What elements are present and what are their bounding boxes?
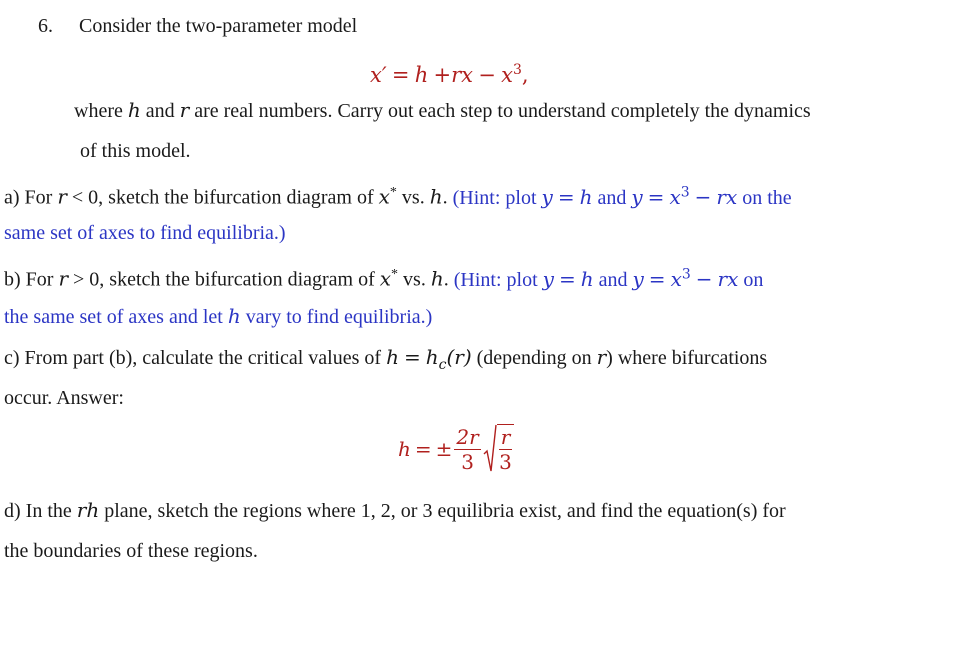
sqrt-numerator: r (500, 425, 511, 449)
part-d-lead: d) In the (4, 500, 72, 522)
sqrt-body (497, 424, 515, 474)
part-b-and: and (598, 268, 628, 291)
answer-equation (398, 424, 514, 474)
part-b-rx: rx (717, 266, 739, 291)
part-c-lead: c) From part (b), calculate the critical values of (4, 347, 382, 369)
part-d-line-1 (4, 498, 786, 523)
part-a-x: x (669, 184, 681, 209)
part-b-condition: > 0, sketch the bifurcation diagram of (73, 268, 375, 291)
part-b-exp: 3 (681, 266, 691, 282)
eq-plus: + (433, 63, 452, 87)
part-c-depending: (depending on (476, 347, 592, 369)
part-d-post: plane, sketch the regions where 1, 2, or 3 equilibria exist, and find the equation(s) for (104, 500, 786, 522)
part-b-on: on (743, 268, 764, 291)
part-b-eq2: = (648, 266, 666, 291)
part-b-line2-post: vary to find equilibria.) (245, 306, 433, 328)
answer-sqrt (483, 424, 515, 474)
part-a-vs: vs. (401, 186, 425, 209)
part-c-paren-r: (r) (446, 345, 472, 369)
part-a-eq1: = (557, 184, 575, 209)
eq-minus: − (478, 63, 496, 87)
eq-h: h (414, 63, 429, 87)
part-a-condition: < 0, sketch the bifurcation diagram of (71, 186, 374, 209)
part-a-y1: y (541, 184, 553, 209)
part-a-xstar: x (378, 184, 390, 209)
sqrt-fraction (499, 426, 513, 473)
part-a-line-2: same set of axes to find equilibria.) (4, 222, 286, 244)
part-a-rx: rx (716, 184, 738, 209)
sqrt-radical-icon (483, 424, 497, 474)
part-c-line-1 (4, 345, 767, 377)
part-b-lead: b) For (4, 268, 54, 291)
problem-intro: Consider the two-parameter model (79, 15, 358, 37)
part-b-y2: y (632, 266, 644, 291)
part-a-r: r (57, 184, 67, 209)
eq-equals: = (391, 63, 410, 87)
part-b-h1: h (580, 266, 594, 291)
part-c-h: h (386, 345, 399, 369)
desc-rest: are real numbers. Carry out each step to understand completely the dynamics (194, 100, 811, 122)
part-b-x: x (670, 266, 682, 291)
part-c-sub-c: c (438, 357, 447, 373)
part-b-r: r (58, 266, 69, 291)
part-b-y1: y (542, 266, 554, 291)
part-b-line-2 (4, 304, 432, 329)
eq-lhs: x′ (370, 63, 387, 87)
part-b-line-1 (4, 262, 763, 292)
description-line-1 (74, 98, 811, 123)
description-line-2: of this model. (80, 140, 191, 162)
eq-exponent: 3 (512, 62, 522, 78)
sqrt-denominator: 3 (499, 450, 512, 474)
part-d-line-2: the boundaries of these regions. (4, 540, 258, 562)
part-b-eq1: = (558, 266, 576, 291)
answer-numerator: 2r (456, 424, 479, 449)
part-b-xstar: x (379, 266, 392, 291)
part-a-hint-open: (Hint: plot (452, 186, 537, 209)
eq-rx: rx (451, 63, 474, 87)
part-a-exp: 3 (680, 184, 690, 200)
part-a-h1: h (579, 184, 593, 209)
part-a-y2: y (631, 184, 643, 209)
part-b-vs: vs. (403, 268, 426, 291)
part-b-h: h (430, 266, 444, 291)
part-a-dot: . (442, 186, 448, 209)
desc-where: where (74, 100, 123, 122)
part-a-lead: a) For (4, 186, 53, 209)
part-c-r: r (596, 345, 607, 369)
answer-pm: ± (435, 437, 453, 461)
answer-eq: = (414, 437, 432, 461)
part-b-dot: . (443, 268, 449, 291)
answer-h: h (398, 437, 411, 461)
part-c-hc: h (425, 345, 439, 369)
part-a-minus: − (694, 184, 712, 209)
part-b-line2-pre: the same set of axes and let (4, 306, 223, 328)
answer-denominator: 3 (461, 449, 474, 474)
part-a-h: h (429, 184, 443, 209)
part-b-minus: − (695, 266, 713, 291)
part-a-line-1 (4, 180, 792, 210)
problem-number: 6. (38, 15, 53, 37)
part-d-rh: rh (76, 498, 100, 522)
part-a-on-the: on the (742, 186, 792, 209)
desc-and: and (145, 100, 175, 122)
desc-r: r (179, 98, 190, 122)
part-c-eq: = (403, 345, 421, 369)
part-c-line-2: occur. Answer: (4, 387, 124, 409)
eq-x: x (501, 63, 513, 87)
part-c-close: ) where bifurcations (606, 347, 768, 369)
eq-comma: , (521, 63, 529, 87)
desc-h: h (127, 98, 141, 122)
answer-fraction (454, 426, 480, 473)
part-b-hint-open: (Hint: plot (453, 268, 538, 291)
part-b-star: * (391, 267, 399, 282)
model-equation (370, 58, 529, 87)
problem-header (38, 14, 357, 38)
part-b-hint (453, 266, 764, 291)
part-a-star: * (389, 185, 397, 200)
part-a-and: and (597, 186, 627, 209)
part-b-line2-h: h (227, 304, 241, 328)
part-a-hint (452, 184, 792, 209)
part-a-eq2: = (647, 184, 665, 209)
